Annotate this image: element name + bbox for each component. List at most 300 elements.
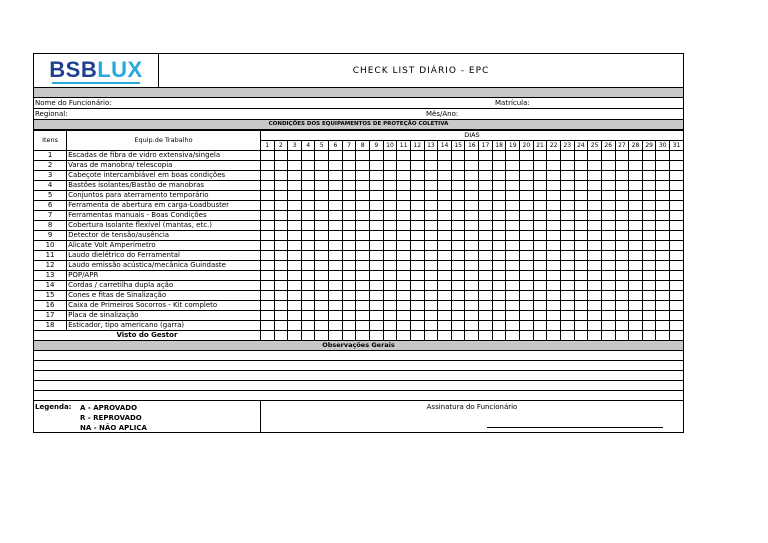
day-check-cell[interactable] — [533, 271, 547, 281]
day-check-cell[interactable] — [629, 151, 643, 161]
day-check-cell[interactable] — [560, 291, 574, 301]
day-check-cell[interactable] — [465, 241, 479, 251]
day-check-cell[interactable] — [329, 271, 343, 281]
day-check-cell[interactable] — [588, 271, 602, 281]
day-check-cell[interactable] — [560, 211, 574, 221]
day-check-cell[interactable] — [410, 261, 424, 271]
day-check-cell[interactable] — [397, 211, 411, 221]
day-check-cell[interactable] — [656, 251, 670, 261]
day-check-cell[interactable] — [397, 281, 411, 291]
day-check-cell[interactable] — [288, 181, 302, 191]
manager-check-cell[interactable] — [615, 331, 629, 341]
day-check-cell[interactable] — [629, 211, 643, 221]
day-check-cell[interactable] — [260, 181, 274, 191]
day-check-cell[interactable] — [451, 321, 465, 331]
day-check-cell[interactable] — [642, 191, 656, 201]
day-check-cell[interactable] — [315, 211, 329, 221]
day-check-cell[interactable] — [370, 291, 384, 301]
day-check-cell[interactable] — [342, 261, 356, 271]
day-check-cell[interactable] — [615, 151, 629, 161]
day-check-cell[interactable] — [438, 281, 452, 291]
day-check-cell[interactable] — [642, 201, 656, 211]
day-check-cell[interactable] — [410, 191, 424, 201]
day-check-cell[interactable] — [342, 201, 356, 211]
day-check-cell[interactable] — [260, 151, 274, 161]
day-check-cell[interactable] — [533, 321, 547, 331]
day-check-cell[interactable] — [560, 251, 574, 261]
day-check-cell[interactable] — [588, 181, 602, 191]
day-check-cell[interactable] — [424, 281, 438, 291]
day-check-cell[interactable] — [533, 301, 547, 311]
manager-check-cell[interactable] — [479, 331, 493, 341]
day-check-cell[interactable] — [479, 301, 493, 311]
day-check-cell[interactable] — [438, 221, 452, 231]
day-check-cell[interactable] — [574, 181, 588, 191]
day-check-cell[interactable] — [274, 191, 288, 201]
day-check-cell[interactable] — [547, 321, 561, 331]
day-check-cell[interactable] — [301, 151, 315, 161]
day-check-cell[interactable] — [329, 211, 343, 221]
day-check-cell[interactable] — [670, 161, 684, 171]
day-check-cell[interactable] — [615, 181, 629, 191]
day-check-cell[interactable] — [383, 231, 397, 241]
day-check-cell[interactable] — [465, 261, 479, 271]
day-check-cell[interactable] — [670, 231, 684, 241]
day-check-cell[interactable] — [520, 301, 534, 311]
day-check-cell[interactable] — [588, 251, 602, 261]
day-check-cell[interactable] — [438, 151, 452, 161]
day-check-cell[interactable] — [356, 211, 370, 221]
day-check-cell[interactable] — [588, 201, 602, 211]
day-check-cell[interactable] — [329, 161, 343, 171]
day-check-cell[interactable] — [492, 181, 506, 191]
day-check-cell[interactable] — [410, 321, 424, 331]
day-check-cell[interactable] — [301, 181, 315, 191]
day-check-cell[interactable] — [533, 201, 547, 211]
day-check-cell[interactable] — [315, 161, 329, 171]
day-check-cell[interactable] — [601, 301, 615, 311]
day-check-cell[interactable] — [260, 291, 274, 301]
day-check-cell[interactable] — [574, 241, 588, 251]
day-check-cell[interactable] — [301, 191, 315, 201]
day-check-cell[interactable] — [260, 321, 274, 331]
day-check-cell[interactable] — [574, 311, 588, 321]
day-check-cell[interactable] — [492, 201, 506, 211]
day-check-cell[interactable] — [547, 171, 561, 181]
day-check-cell[interactable] — [356, 241, 370, 251]
day-check-cell[interactable] — [274, 301, 288, 311]
day-check-cell[interactable] — [288, 151, 302, 161]
day-check-cell[interactable] — [574, 301, 588, 311]
day-check-cell[interactable] — [492, 311, 506, 321]
day-check-cell[interactable] — [670, 151, 684, 161]
day-check-cell[interactable] — [465, 161, 479, 171]
day-check-cell[interactable] — [656, 221, 670, 231]
day-check-cell[interactable] — [465, 181, 479, 191]
day-check-cell[interactable] — [383, 221, 397, 231]
day-check-cell[interactable] — [342, 161, 356, 171]
day-check-cell[interactable] — [520, 241, 534, 251]
day-check-cell[interactable] — [410, 171, 424, 181]
day-check-cell[interactable] — [601, 201, 615, 211]
manager-check-cell[interactable] — [560, 331, 574, 341]
day-check-cell[interactable] — [479, 261, 493, 271]
manager-check-cell[interactable] — [288, 331, 302, 341]
day-check-cell[interactable] — [329, 191, 343, 201]
day-check-cell[interactable] — [520, 181, 534, 191]
day-check-cell[interactable] — [315, 291, 329, 301]
day-check-cell[interactable] — [260, 221, 274, 231]
day-check-cell[interactable] — [560, 261, 574, 271]
day-check-cell[interactable] — [315, 151, 329, 161]
day-check-cell[interactable] — [356, 161, 370, 171]
day-check-cell[interactable] — [451, 241, 465, 251]
day-check-cell[interactable] — [342, 191, 356, 201]
day-check-cell[interactable] — [438, 211, 452, 221]
day-check-cell[interactable] — [329, 201, 343, 211]
day-check-cell[interactable] — [315, 181, 329, 191]
day-check-cell[interactable] — [301, 321, 315, 331]
day-check-cell[interactable] — [492, 211, 506, 221]
day-check-cell[interactable] — [547, 251, 561, 261]
day-check-cell[interactable] — [383, 281, 397, 291]
day-check-cell[interactable] — [315, 191, 329, 201]
day-check-cell[interactable] — [424, 321, 438, 331]
day-check-cell[interactable] — [274, 261, 288, 271]
day-check-cell[interactable] — [274, 291, 288, 301]
day-check-cell[interactable] — [370, 211, 384, 221]
day-check-cell[interactable] — [492, 301, 506, 311]
day-check-cell[interactable] — [288, 211, 302, 221]
day-check-cell[interactable] — [301, 161, 315, 171]
day-check-cell[interactable] — [288, 191, 302, 201]
day-check-cell[interactable] — [288, 231, 302, 241]
day-check-cell[interactable] — [601, 261, 615, 271]
day-check-cell[interactable] — [629, 251, 643, 261]
day-check-cell[interactable] — [588, 211, 602, 221]
day-check-cell[interactable] — [288, 321, 302, 331]
day-check-cell[interactable] — [410, 201, 424, 211]
day-check-cell[interactable] — [274, 231, 288, 241]
day-check-cell[interactable] — [642, 231, 656, 241]
day-check-cell[interactable] — [342, 241, 356, 251]
manager-check-cell[interactable] — [438, 331, 452, 341]
day-check-cell[interactable] — [656, 281, 670, 291]
day-check-cell[interactable] — [438, 321, 452, 331]
manager-check-cell[interactable] — [629, 331, 643, 341]
day-check-cell[interactable] — [560, 161, 574, 171]
day-check-cell[interactable] — [520, 311, 534, 321]
day-check-cell[interactable] — [642, 321, 656, 331]
day-check-cell[interactable] — [274, 161, 288, 171]
day-check-cell[interactable] — [438, 291, 452, 301]
day-check-cell[interactable] — [520, 281, 534, 291]
manager-check-cell[interactable] — [533, 331, 547, 341]
day-check-cell[interactable] — [601, 281, 615, 291]
day-check-cell[interactable] — [588, 321, 602, 331]
day-check-cell[interactable] — [260, 191, 274, 201]
day-check-cell[interactable] — [520, 271, 534, 281]
day-check-cell[interactable] — [451, 181, 465, 191]
day-check-cell[interactable] — [438, 251, 452, 261]
day-check-cell[interactable] — [520, 201, 534, 211]
day-check-cell[interactable] — [492, 251, 506, 261]
day-check-cell[interactable] — [288, 241, 302, 251]
day-check-cell[interactable] — [479, 231, 493, 241]
day-check-cell[interactable] — [533, 261, 547, 271]
day-check-cell[interactable] — [260, 211, 274, 221]
manager-check-cell[interactable] — [656, 331, 670, 341]
day-check-cell[interactable] — [479, 171, 493, 181]
day-check-cell[interactable] — [601, 151, 615, 161]
day-check-cell[interactable] — [629, 161, 643, 171]
day-check-cell[interactable] — [547, 281, 561, 291]
day-check-cell[interactable] — [492, 291, 506, 301]
day-check-cell[interactable] — [397, 301, 411, 311]
day-check-cell[interactable] — [383, 301, 397, 311]
day-check-cell[interactable] — [533, 211, 547, 221]
day-check-cell[interactable] — [601, 241, 615, 251]
day-check-cell[interactable] — [506, 311, 520, 321]
day-check-cell[interactable] — [410, 251, 424, 261]
day-check-cell[interactable] — [560, 201, 574, 211]
day-check-cell[interactable] — [560, 231, 574, 241]
day-check-cell[interactable] — [560, 221, 574, 231]
day-check-cell[interactable] — [465, 151, 479, 161]
day-check-cell[interactable] — [670, 251, 684, 261]
day-check-cell[interactable] — [574, 321, 588, 331]
day-check-cell[interactable] — [288, 171, 302, 181]
day-check-cell[interactable] — [506, 321, 520, 331]
day-check-cell[interactable] — [438, 271, 452, 281]
day-check-cell[interactable] — [383, 251, 397, 261]
day-check-cell[interactable] — [397, 321, 411, 331]
day-check-cell[interactable] — [288, 251, 302, 261]
day-check-cell[interactable] — [670, 321, 684, 331]
day-check-cell[interactable] — [601, 161, 615, 171]
day-check-cell[interactable] — [506, 281, 520, 291]
day-check-cell[interactable] — [479, 151, 493, 161]
day-check-cell[interactable] — [533, 171, 547, 181]
day-check-cell[interactable] — [301, 231, 315, 241]
day-check-cell[interactable] — [342, 151, 356, 161]
day-check-cell[interactable] — [642, 311, 656, 321]
day-check-cell[interactable] — [670, 261, 684, 271]
day-check-cell[interactable] — [533, 311, 547, 321]
day-check-cell[interactable] — [424, 181, 438, 191]
day-check-cell[interactable] — [642, 281, 656, 291]
day-check-cell[interactable] — [629, 171, 643, 181]
manager-check-cell[interactable] — [492, 331, 506, 341]
day-check-cell[interactable] — [506, 171, 520, 181]
day-check-cell[interactable] — [479, 241, 493, 251]
day-check-cell[interactable] — [506, 181, 520, 191]
day-check-cell[interactable] — [629, 261, 643, 271]
day-check-cell[interactable] — [670, 171, 684, 181]
day-check-cell[interactable] — [329, 181, 343, 191]
day-check-cell[interactable] — [492, 151, 506, 161]
day-check-cell[interactable] — [315, 251, 329, 261]
day-check-cell[interactable] — [301, 171, 315, 181]
day-check-cell[interactable] — [438, 311, 452, 321]
day-check-cell[interactable] — [615, 301, 629, 311]
day-check-cell[interactable] — [547, 311, 561, 321]
day-check-cell[interactable] — [601, 221, 615, 231]
observation-line[interactable] — [33, 391, 684, 401]
day-check-cell[interactable] — [574, 161, 588, 171]
day-check-cell[interactable] — [370, 191, 384, 201]
day-check-cell[interactable] — [547, 271, 561, 281]
day-check-cell[interactable] — [274, 151, 288, 161]
day-check-cell[interactable] — [547, 181, 561, 191]
day-check-cell[interactable] — [370, 311, 384, 321]
day-check-cell[interactable] — [274, 181, 288, 191]
day-check-cell[interactable] — [438, 171, 452, 181]
day-check-cell[interactable] — [520, 221, 534, 231]
day-check-cell[interactable] — [560, 311, 574, 321]
day-check-cell[interactable] — [424, 201, 438, 211]
day-check-cell[interactable] — [533, 221, 547, 231]
day-check-cell[interactable] — [274, 281, 288, 291]
day-check-cell[interactable] — [533, 231, 547, 241]
day-check-cell[interactable] — [301, 261, 315, 271]
day-check-cell[interactable] — [274, 311, 288, 321]
day-check-cell[interactable] — [588, 301, 602, 311]
day-check-cell[interactable] — [560, 171, 574, 181]
day-check-cell[interactable] — [356, 311, 370, 321]
day-check-cell[interactable] — [356, 231, 370, 241]
day-check-cell[interactable] — [424, 191, 438, 201]
day-check-cell[interactable] — [465, 301, 479, 311]
day-check-cell[interactable] — [615, 291, 629, 301]
day-check-cell[interactable] — [438, 191, 452, 201]
day-check-cell[interactable] — [506, 211, 520, 221]
day-check-cell[interactable] — [615, 241, 629, 251]
day-check-cell[interactable] — [520, 261, 534, 271]
day-check-cell[interactable] — [370, 301, 384, 311]
day-check-cell[interactable] — [342, 181, 356, 191]
day-check-cell[interactable] — [588, 241, 602, 251]
day-check-cell[interactable] — [370, 171, 384, 181]
day-check-cell[interactable] — [451, 311, 465, 321]
day-check-cell[interactable] — [629, 191, 643, 201]
observation-line[interactable] — [33, 381, 684, 391]
day-check-cell[interactable] — [370, 261, 384, 271]
day-check-cell[interactable] — [342, 271, 356, 281]
day-check-cell[interactable] — [642, 211, 656, 221]
day-check-cell[interactable] — [465, 211, 479, 221]
day-check-cell[interactable] — [424, 311, 438, 321]
manager-check-cell[interactable] — [315, 331, 329, 341]
day-check-cell[interactable] — [383, 191, 397, 201]
day-check-cell[interactable] — [288, 201, 302, 211]
day-check-cell[interactable] — [533, 181, 547, 191]
manager-check-cell[interactable] — [370, 331, 384, 341]
manager-check-cell[interactable] — [342, 331, 356, 341]
day-check-cell[interactable] — [397, 151, 411, 161]
day-check-cell[interactable] — [479, 221, 493, 231]
day-check-cell[interactable] — [410, 281, 424, 291]
day-check-cell[interactable] — [547, 241, 561, 251]
day-check-cell[interactable] — [301, 221, 315, 231]
day-check-cell[interactable] — [451, 171, 465, 181]
day-check-cell[interactable] — [656, 181, 670, 191]
day-check-cell[interactable] — [574, 291, 588, 301]
day-check-cell[interactable] — [601, 321, 615, 331]
day-check-cell[interactable] — [301, 201, 315, 211]
day-check-cell[interactable] — [601, 291, 615, 301]
day-check-cell[interactable] — [520, 161, 534, 171]
day-check-cell[interactable] — [260, 271, 274, 281]
day-check-cell[interactable] — [506, 161, 520, 171]
day-check-cell[interactable] — [642, 151, 656, 161]
day-check-cell[interactable] — [656, 211, 670, 221]
day-check-cell[interactable] — [383, 151, 397, 161]
day-check-cell[interactable] — [520, 251, 534, 261]
day-check-cell[interactable] — [533, 251, 547, 261]
day-check-cell[interactable] — [492, 171, 506, 181]
day-check-cell[interactable] — [465, 271, 479, 281]
day-check-cell[interactable] — [601, 191, 615, 201]
day-check-cell[interactable] — [370, 271, 384, 281]
day-check-cell[interactable] — [438, 161, 452, 171]
day-check-cell[interactable] — [397, 171, 411, 181]
day-check-cell[interactable] — [479, 161, 493, 171]
day-check-cell[interactable] — [492, 271, 506, 281]
day-check-cell[interactable] — [670, 181, 684, 191]
manager-check-cell[interactable] — [520, 331, 534, 341]
day-check-cell[interactable] — [615, 231, 629, 241]
day-check-cell[interactable] — [329, 291, 343, 301]
day-check-cell[interactable] — [410, 181, 424, 191]
day-check-cell[interactable] — [492, 231, 506, 241]
day-check-cell[interactable] — [370, 241, 384, 251]
day-check-cell[interactable] — [492, 161, 506, 171]
day-check-cell[interactable] — [479, 251, 493, 261]
day-check-cell[interactable] — [547, 211, 561, 221]
day-check-cell[interactable] — [410, 291, 424, 301]
day-check-cell[interactable] — [547, 261, 561, 271]
day-check-cell[interactable] — [397, 161, 411, 171]
day-check-cell[interactable] — [642, 251, 656, 261]
day-check-cell[interactable] — [342, 171, 356, 181]
day-check-cell[interactable] — [424, 231, 438, 241]
day-check-cell[interactable] — [588, 311, 602, 321]
day-check-cell[interactable] — [520, 321, 534, 331]
day-check-cell[interactable] — [560, 281, 574, 291]
day-check-cell[interactable] — [656, 291, 670, 301]
day-check-cell[interactable] — [615, 321, 629, 331]
day-check-cell[interactable] — [356, 291, 370, 301]
day-check-cell[interactable] — [274, 221, 288, 231]
day-check-cell[interactable] — [465, 251, 479, 261]
day-check-cell[interactable] — [288, 261, 302, 271]
day-check-cell[interactable] — [479, 291, 493, 301]
manager-check-cell[interactable] — [424, 331, 438, 341]
day-check-cell[interactable] — [670, 241, 684, 251]
day-check-cell[interactable] — [574, 201, 588, 211]
day-check-cell[interactable] — [479, 311, 493, 321]
day-check-cell[interactable] — [397, 261, 411, 271]
day-check-cell[interactable] — [451, 211, 465, 221]
day-check-cell[interactable] — [574, 211, 588, 221]
day-check-cell[interactable] — [410, 151, 424, 161]
day-check-cell[interactable] — [410, 161, 424, 171]
manager-check-cell[interactable] — [260, 331, 274, 341]
day-check-cell[interactable] — [670, 211, 684, 221]
day-check-cell[interactable] — [629, 281, 643, 291]
day-check-cell[interactable] — [629, 271, 643, 281]
